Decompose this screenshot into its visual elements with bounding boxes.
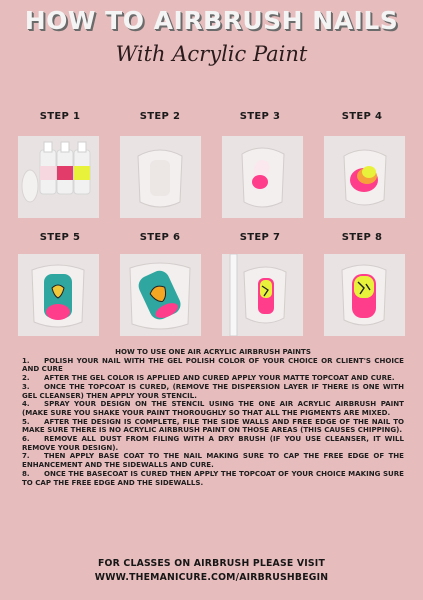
- step-5-photo: [18, 254, 99, 336]
- step-1-photo: [18, 136, 99, 218]
- step-2-label: STEP 2: [139, 111, 181, 122]
- instruction-number: 3.: [22, 381, 30, 391]
- step-6-label: STEP 6: [139, 232, 181, 243]
- step-3-photo: [222, 136, 303, 218]
- instruction-text: REMOVE ALL DUST FROM FILING WITH A DRY BRUSH (IF YOU USE CLEANSER, IT WILL REMOVE YOUR DESIGN).: [22, 434, 404, 452]
- step-1-label: STEP 1: [39, 111, 81, 122]
- instruction-text: POLISH YOUR NAIL WITH THE GEL POLISH COLOR OF YOUR CHOICE OR CLIENT'S CHOICE AND CURE: [22, 355, 404, 374]
- instruction-number: 8.: [22, 468, 30, 478]
- step-8-label: STEP 8: [341, 232, 383, 243]
- step-4-photo: [324, 136, 405, 218]
- step-2-photo: [120, 136, 201, 218]
- instruction-text: AFTER THE DESIGN IS COMPLETE, FILE THE SIDE WALLS AND FREE EDGE OF THE NAIL TO MAKE SURE THERE IS NO ACRYLIC AIRBRUSH PAINT ON THOSE AREAS (THIS CAUSES CHIPPING).: [22, 416, 404, 435]
- instruction-item: [22, 383, 404, 400]
- step-6-photo: [120, 254, 201, 336]
- page-title: HOW TO AIRBRUSH NAILS: [24, 6, 399, 35]
- instruction-text: ONCE THE BASECOAT IS CURED THEN APPLY THE TOPCOAT OF YOUR CHOICE MAKING SURE TO CAP THE FREE EDGE AND THE SIDEWALLS.: [22, 468, 404, 487]
- step-5-label: STEP 5: [39, 232, 81, 243]
- footer: [0, 557, 423, 585]
- instruction-number: 5.: [22, 416, 30, 426]
- step-8-photo: [324, 254, 405, 336]
- footer-line-1: FOR CLASSES ON AIRBRUSH PLEASE VISIT: [97, 558, 325, 569]
- instruction-item: [22, 357, 404, 374]
- footer-website-link[interactable]: WWW.THEMANICURE.COM/AIRBRUSHBEGIN: [94, 572, 329, 583]
- instruction-text: AFTER THE GEL COLOR IS APPLIED AND CURED APPLY YOUR MATTE TOPCOAT AND CURE.: [44, 373, 395, 383]
- step-4-label: STEP 4: [341, 111, 383, 122]
- instructions-block: [22, 348, 404, 487]
- step-7-photo: [222, 254, 303, 336]
- instruction-text: THEN APPLY BASE COAT TO THE NAIL MAKING SURE TO CAP THE FREE EDGE OF THE ENHANCEMENT AND THE SIDEWALLS AND CURE.: [22, 451, 404, 470]
- instruction-item: [22, 452, 404, 469]
- instruction-item: [22, 470, 404, 487]
- step-7-label: STEP 7: [239, 232, 281, 243]
- page-subtitle: With Acrylic Paint: [115, 42, 308, 66]
- instruction-number: 1.: [22, 355, 30, 365]
- instruction-number: 2.: [22, 373, 30, 383]
- instructions-heading: HOW TO USE ONE AIR ACRYLIC AIRBRUSH PAINTS: [115, 347, 311, 356]
- instruction-item: [22, 418, 404, 435]
- instruction-item: [22, 400, 404, 417]
- step-3-label: STEP 3: [239, 111, 281, 122]
- instruction-number: 6.: [22, 434, 30, 444]
- instruction-text: ONCE THE TOPCOAT IS CURED, (REMOVE THE DISPERSION LAYER IF THERE IS ONE WITH GEL CLEANSER) THEN APPLY YOUR STENCIL.: [22, 381, 404, 400]
- instruction-number: 4.: [22, 399, 30, 409]
- instruction-number: 7.: [22, 451, 30, 461]
- instruction-item: [22, 435, 404, 452]
- instruction-text: SPRAY YOUR DESIGN ON THE STENCIL USING THE ONE AIR ACRYLIC AIRBRUSH PAINT (MAKE SURE YOU SHAKE YOUR PAINT THOROUGHLY SO THAT ALL THE PIGMENTS ARE MIXED.: [22, 399, 404, 417]
